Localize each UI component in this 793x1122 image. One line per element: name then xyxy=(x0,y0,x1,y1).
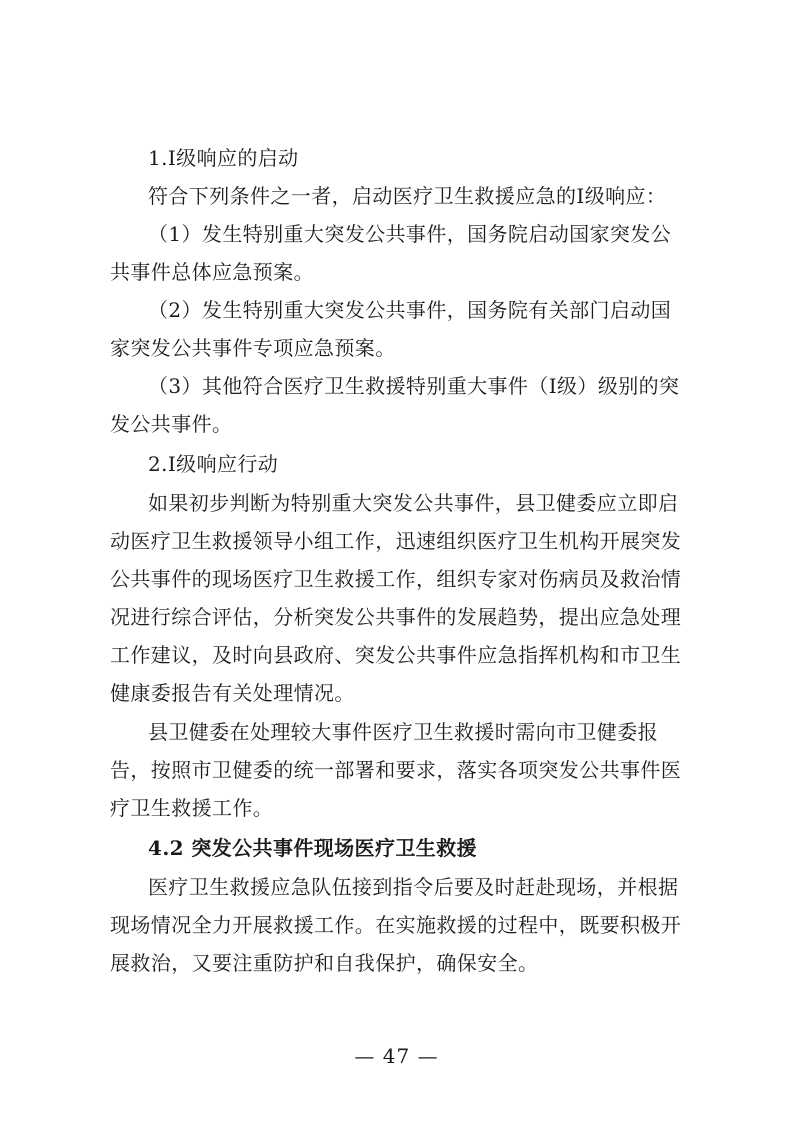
paragraph-line: 疗卫生救援工作。 xyxy=(110,796,274,820)
paragraph-line: 共事件总体应急预案。 xyxy=(110,260,314,284)
paragraph-line: 健康委报告有关处理情况。 xyxy=(110,681,355,705)
paragraph-line: 符合下列条件之一者，启动医疗卫生救援应急的I级响应： xyxy=(148,184,667,208)
paragraph-line: 县卫健委在处理较大事件医疗卫生救援时需向市卫健委报 xyxy=(148,720,658,744)
paragraph-line: 如果初步判断为特别重大突发公共事件，县卫健委应立即启 xyxy=(148,491,679,515)
section-heading-level1-start: 1.I级响应的启动 xyxy=(148,146,299,170)
paragraph-line: （2）发生特别重大突发公共事件，国务院有关部门启动国 xyxy=(148,298,672,322)
paragraph-line: 公共事件的现场医疗卫生救援工作，组织专家对伤病员及救治情 xyxy=(110,567,682,591)
paragraph-line: 家突发公共事件专项应急预案。 xyxy=(110,336,396,360)
paragraph-line: 现场情况全力开展救援工作。在实施救援的过程中，既要积极开 xyxy=(110,913,682,937)
paragraph-line: 工作建议，及时向县政府、突发公共事件应急指挥机构和市卫生 xyxy=(110,643,682,667)
paragraph-line: 医疗卫生救援应急队伍接到指令后要及时赶赴现场，并根据 xyxy=(148,875,679,899)
paragraph-line: 发公共事件。 xyxy=(110,412,233,436)
paragraph-line: 况进行综合评估，分析突发公共事件的发展趋势，提出应急处理 xyxy=(110,605,682,629)
paragraph-line: （1）发生特别重大突发公共事件，国务院启动国家突发公 xyxy=(148,222,672,246)
paragraph-line: 动医疗卫生救援领导小组工作，迅速组织医疗卫生机构开展突发 xyxy=(110,529,682,553)
paragraph-line: 展救治，又要注重防护和自我保护，确保安全。 xyxy=(110,951,539,975)
paragraph-line: （3）其他符合医疗卫生救援特别重大事件（I级）级别的突 xyxy=(148,374,680,398)
paragraph-line: 告，按照市卫健委的统一部署和要求，落实各项突发公共事件医 xyxy=(110,758,682,782)
section-heading-4-2: 4.2 突发公共事件现场医疗卫生救援 xyxy=(148,836,477,860)
section-heading-level1-action: 2.I级响应行动 xyxy=(148,452,279,476)
page-number: — 47 — xyxy=(354,1044,439,1068)
